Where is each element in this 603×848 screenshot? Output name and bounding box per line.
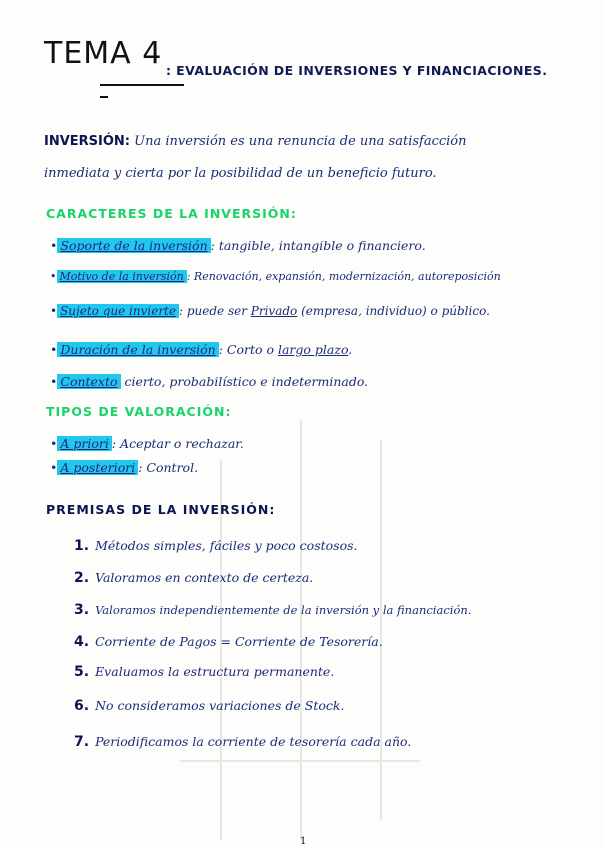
premisa-text: Periodificamos la corriente de tesorería cada año. [95, 734, 412, 749]
definition-text-2: inmediata y cierta por la posibilidad de un beneficio futuro. [44, 166, 437, 181]
premisa-item [74, 734, 411, 750]
caracter-text: : Corto o [218, 342, 278, 357]
premisa-text: Corriente de Pagos = Corriente de Tesorería. [95, 634, 383, 649]
caracter-item: • Motivo de la inversión : Renovación, expansión, modernización, autoreposición [50, 270, 501, 283]
premisa-text: Valoramos independientemente de la inversión y la financiación. [95, 603, 472, 617]
premisa-item [74, 538, 358, 554]
premisa-number: 7. [74, 734, 90, 750]
premisa-text: Valoramos en contexto de certeza. [95, 570, 314, 585]
tipo-highlight: A posteriori [57, 460, 138, 475]
caracteres-heading: CARACTERES DE LA INVERSIÓN: [46, 206, 297, 221]
title-subtitle: : EVALUACIÓN DE INVERSIONES Y FINANCIACIONES. [166, 63, 548, 78]
tipos-heading: TIPOS DE VALORACIÓN: [46, 404, 232, 419]
title-underline [100, 84, 184, 86]
premisa-number: 3. [74, 602, 90, 618]
premisa-number: 6. [74, 698, 90, 714]
page-number: 1 [300, 836, 307, 847]
title-main: TEMA 4 [44, 36, 163, 71]
caracter-highlight: Duración de la inversión [57, 342, 218, 357]
premisa-item [74, 698, 344, 714]
premisa-item [74, 634, 383, 650]
premisa-item [74, 664, 334, 680]
caracter-text: : tangible, intangible o financiero. [210, 238, 426, 253]
premisas-heading: PREMISAS DE LA INVERSIÓN: [46, 502, 276, 517]
bleed-through-line [180, 760, 420, 762]
premisa-text: Evaluamos la estructura permanente. [95, 664, 335, 679]
premisa-number: 2. [74, 570, 90, 586]
tipo-item: • A posteriori : Control. [50, 460, 199, 475]
caracter-item: • Duración de la inversión : Corto o largo plazo. [50, 342, 353, 357]
caracter-text: cierto, probabilístico e indeterminado. [120, 374, 369, 389]
tipo-text: : Aceptar o rechazar. [111, 436, 244, 451]
premisa-text: No consideramos variaciones de Stock. [95, 698, 345, 713]
definition-label: INVERSIÓN: [44, 134, 130, 149]
premisa-item [74, 602, 471, 618]
page-title [44, 30, 584, 100]
tipo-highlight: A priori [57, 436, 111, 451]
premisa-item [74, 570, 313, 586]
premisa-number: 1. [74, 538, 90, 554]
premisa-number: 5. [74, 664, 90, 680]
caracter-highlight: Contexto [57, 374, 120, 389]
caracter-text-2: . [348, 342, 353, 357]
caracter-highlight: Motivo de la inversión [57, 270, 187, 283]
definition-line-2 [44, 166, 437, 181]
caracter-highlight: Sujeto que invierte [57, 304, 179, 318]
definition-line-1 [44, 134, 467, 149]
title-dash [100, 96, 108, 98]
definition-text-1: Una inversión es una renuncia de una satisfacción [134, 134, 467, 149]
caracter-underlined: largo plazo [277, 342, 349, 357]
caracter-item: • Soporte de la inversión : tangible, intangible o financiero. [50, 238, 426, 253]
tipo-item: • A priori : Aceptar o rechazar. [50, 436, 244, 451]
caracter-text-2: (empresa, individuo) o público. [297, 304, 490, 318]
caracter-underlined: Privado [250, 304, 298, 318]
premisa-number: 4. [74, 634, 90, 650]
bleed-through-line [220, 460, 222, 840]
tipo-text: : Control. [138, 460, 199, 475]
bleed-through-line [300, 420, 302, 840]
caracter-text: : Renovación, expansión, modernización, autoreposición [186, 270, 501, 283]
caracter-highlight: Soporte de la inversión [57, 238, 210, 253]
premisa-text: Métodos simples, fáciles y poco costosos. [95, 538, 358, 553]
caracter-item: • Sujeto que invierte : puede ser Privado (empresa, individuo) o público. [50, 304, 490, 318]
caracter-item: • Contexto cierto, probabilístico e indeterminado. [50, 374, 369, 389]
bleed-through-line [380, 440, 382, 820]
caracter-text: : puede ser [178, 304, 251, 318]
